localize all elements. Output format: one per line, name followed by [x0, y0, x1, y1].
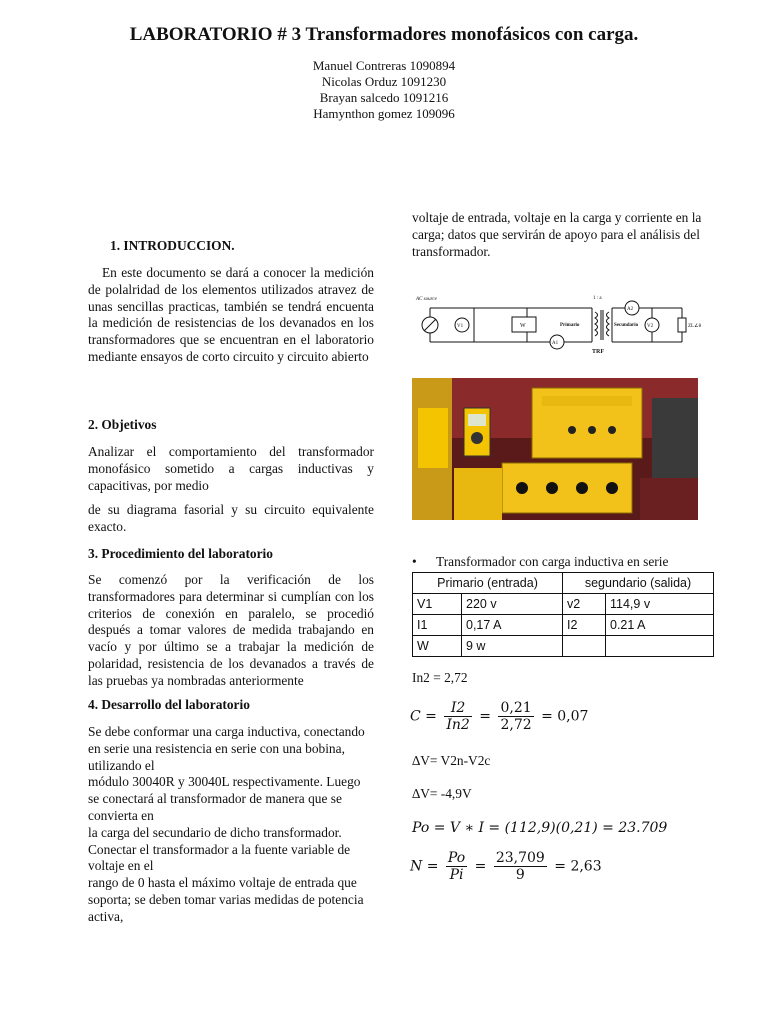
w-label: W [520, 323, 526, 329]
author-line: Manuel Contreras 1090894 [312, 58, 456, 73]
circuit-diagram [412, 290, 702, 356]
eq-c-fraction-1 [444, 700, 471, 733]
author-list [0, 58, 768, 122]
procedure-paragraph: Se comenzó por la verificación de los transformadores para determinar si cumplían con los criterios de conexión en paralelo, se procedió después a tomar valores de medida trabajando en vacío y por último se a trabajar la medición de polaridad, resistencia de los devanados a través de las pruebas ya nombradas anteriormente [88, 572, 374, 688]
primary-label: Primario [560, 323, 580, 328]
ratio-label: 1 : a [593, 296, 602, 301]
eq-c-den1: In2 [446, 717, 470, 733]
table-cell: I2 [563, 615, 606, 636]
measurements-table [412, 572, 714, 657]
table-cell: W [413, 636, 462, 657]
equation-n: N = $\frac{Po}{Pi}$ = $\frac{23,709}{9}$ = 2,63 [410, 850, 602, 883]
intro-heading: 1. INTRODUCCION. [110, 238, 235, 253]
table-cell: 9 w [462, 636, 563, 657]
ac-source-symbol [422, 317, 438, 333]
author-line: Hamynthon gomez 109096 [313, 106, 455, 121]
table-row [413, 594, 714, 615]
development-line: la carga del secundario de dicho transformador. Conectar el transformador a la fuente variable de voltaje en el [88, 824, 351, 874]
objectives-heading: 2. Objetivos [88, 417, 157, 432]
eq-n-den1: Pi [449, 867, 464, 883]
eq-n-fraction-2 [494, 850, 547, 883]
table-row [413, 636, 714, 657]
eq-c-den2: 2,72 [500, 717, 532, 733]
ac-source-label: AC source [416, 297, 437, 302]
eq-n-num1: Po [447, 850, 466, 866]
trf-label: TRF [592, 349, 604, 355]
delta-v-value: ∆V= -4,9V [412, 786, 472, 801]
table-cell: 0.21 A [606, 615, 714, 636]
table-header-secondary: segundario (salida) [563, 573, 714, 594]
a2-label: A2 [627, 307, 634, 312]
eq-c-result: = 0,07 [541, 708, 589, 725]
paper-title: LABORATORIO # 3 Transformadores monofásicos con carga. [129, 24, 639, 45]
development-paragraph [88, 724, 374, 926]
development-line: Se debe conformar una carga inductiva, conectando en serie una resistencia en serie con una bobina, utilizando el [88, 724, 365, 773]
eq-c-lhs: C [410, 708, 421, 725]
continuation-line: voltaje de entrada, voltaje en la carga y corriente en la carga; datos que servirán de apoyo para el análisis del [412, 210, 702, 242]
equation-po: Po = V ∗ I = (112,9)(0,21) = 23.709 [412, 820, 668, 836]
table-row [413, 615, 714, 636]
continuation-line: transformador. [412, 243, 491, 259]
in2-value: In2 = 2,72 [412, 670, 468, 685]
eq-n-fraction-1 [446, 850, 467, 883]
development-line: módulo 30040R y 30040L respectivamente. Luego se conectará al transformador de manera que se convierta en [88, 774, 361, 823]
load-label: ZL∠θ [688, 324, 701, 329]
table-cell: V1 [413, 594, 462, 615]
author-line: Brayan salcedo 1091216 [319, 90, 449, 105]
table-cell [563, 636, 606, 657]
eq-n-result: = 2,63 [554, 858, 602, 875]
a1-label: A1 [552, 341, 559, 346]
eq-n-den2: 9 [515, 867, 525, 883]
table-cell [606, 636, 714, 657]
procedure-heading: 3. Procedimiento del laboratorio [88, 546, 273, 561]
objectives-paragraph-2: de su diagrama fasorial y su circuito equivalente exacto. [88, 502, 374, 534]
table-cell: 0,17 A [462, 615, 563, 636]
table-header-primary: Primario (entrada) [413, 573, 563, 594]
table-header-row [413, 573, 714, 594]
eq-n-lhs: N [410, 858, 423, 875]
development-line: rango de 0 hasta el máximo voltaje de entrada que soporta; se deben tomar varias medidas de potencia activa, [88, 875, 364, 924]
secondary-label: Secundario [614, 323, 639, 328]
bullet-dot: • [412, 554, 417, 569]
eq-n-num2: 23,709 [495, 850, 545, 866]
table-cell: 220 v [462, 594, 563, 615]
eq-c-num2: 0,21 [500, 700, 532, 716]
load-symbol [678, 318, 686, 332]
v1-label: V1 [457, 324, 464, 329]
development-heading: 4. Desarrollo del laboratorio [88, 697, 250, 712]
eq-c-fraction-2 [498, 700, 533, 733]
equation-c: C = $\frac{I2}{In2}$ = $\frac{0,21}{2,72}$ = 0,07 [410, 700, 589, 733]
table-cell: v2 [563, 594, 606, 615]
objectives-paragraph-1: Analizar el comportamiento del transformador monofásico sometido a cargas inductivas y capacitivas, por medio [88, 444, 374, 493]
continuation-paragraph [412, 210, 702, 260]
eq-c-num1: I2 [444, 700, 471, 717]
delta-v-formula: ∆V= V2n-V2c [412, 753, 491, 768]
v2-label: V2 [647, 324, 654, 329]
lab-photo [412, 378, 698, 520]
table-cell: I1 [413, 615, 462, 636]
table-cell: 114,9 v [606, 594, 714, 615]
intro-paragraph: En este documento se dará a conocer la medición de polalridad de los elementos utilizados atravez de unas sencillas practicas, también se tendrá encuenta la medición de resistencias de los devanados en los transformadores que se encuentran en el laboratorio mediante ensayos de corto circuito y circuito abierto [88, 265, 374, 364]
author-line: Nicolas Orduz 1091230 [321, 74, 447, 89]
bullet-item: • Transformador con carga inductiva en serie [412, 554, 669, 569]
